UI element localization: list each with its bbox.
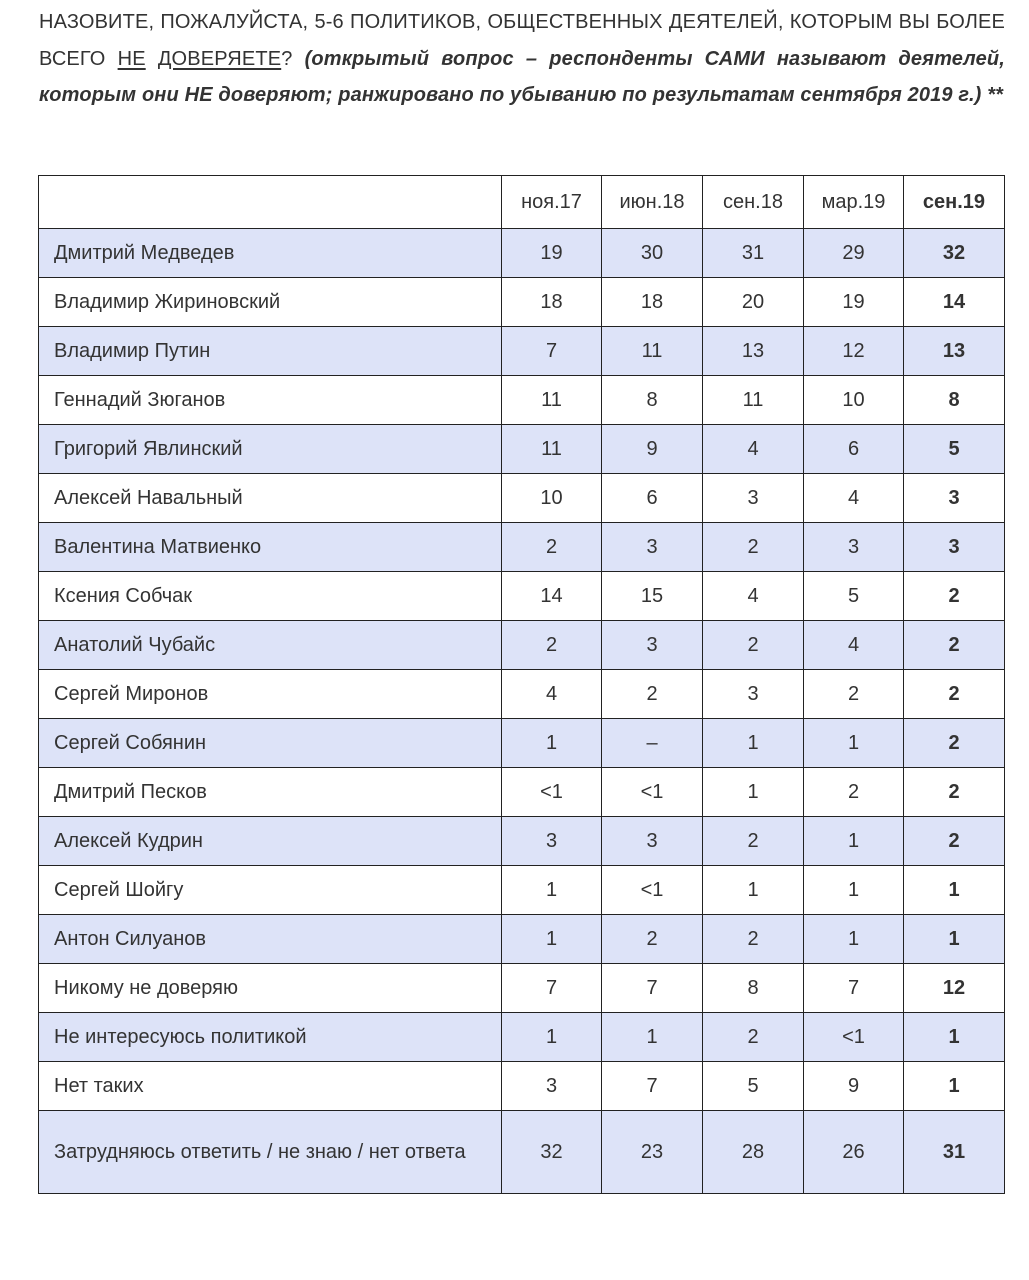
row-name-cell: Антон Силуанов xyxy=(39,915,502,964)
value-cell: 1 xyxy=(804,866,904,915)
row-name-cell: Алексей Навальный xyxy=(39,474,502,523)
value-cell-current: 1 xyxy=(904,915,1005,964)
value-cell-current: 1 xyxy=(904,866,1005,915)
table-row xyxy=(39,523,1005,572)
value-cell: 11 xyxy=(502,376,602,425)
value-cell: – xyxy=(602,719,703,768)
table-row xyxy=(39,1062,1005,1111)
value-cell: <1 xyxy=(804,1013,904,1062)
value-cell: 2 xyxy=(703,523,804,572)
value-cell: 7 xyxy=(602,1062,703,1111)
row-name-cell: Владимир Жириновский xyxy=(39,278,502,327)
value-cell: 1 xyxy=(804,719,904,768)
question-not-word: НЕ xyxy=(117,47,146,70)
value-cell: 1 xyxy=(703,866,804,915)
distrust-ranking-table xyxy=(38,175,1005,1194)
value-cell: 4 xyxy=(703,572,804,621)
value-cell: 1 xyxy=(602,1013,703,1062)
header-period: июн.18 xyxy=(602,176,703,229)
row-name-cell: Алексей Кудрин xyxy=(39,817,502,866)
value-cell: 1 xyxy=(703,768,804,817)
value-cell: 1 xyxy=(703,719,804,768)
value-cell: 30 xyxy=(602,229,703,278)
value-cell: 3 xyxy=(703,474,804,523)
value-cell: 8 xyxy=(602,376,703,425)
value-cell: 4 xyxy=(804,474,904,523)
table-row xyxy=(39,866,1005,915)
value-cell: 2 xyxy=(502,621,602,670)
value-cell: 4 xyxy=(703,425,804,474)
value-cell: 11 xyxy=(602,327,703,376)
value-cell: 31 xyxy=(703,229,804,278)
value-cell: 2 xyxy=(804,768,904,817)
value-cell: 7 xyxy=(804,964,904,1013)
value-cell: 2 xyxy=(602,915,703,964)
value-cell: 29 xyxy=(804,229,904,278)
row-name-cell: Сергей Миронов xyxy=(39,670,502,719)
value-cell: 28 xyxy=(703,1111,804,1194)
value-cell-current: 2 xyxy=(904,621,1005,670)
value-cell: 10 xyxy=(804,376,904,425)
header-period-current: сен.19 xyxy=(904,176,1005,229)
value-cell: 2 xyxy=(502,523,602,572)
value-cell-current: 2 xyxy=(904,572,1005,621)
value-cell: 3 xyxy=(602,817,703,866)
value-cell: 5 xyxy=(703,1062,804,1111)
value-cell-current: 1 xyxy=(904,1013,1005,1062)
value-cell-current: 8 xyxy=(904,376,1005,425)
value-cell: 2 xyxy=(703,1013,804,1062)
row-name-cell: Валентина Матвиенко xyxy=(39,523,502,572)
value-cell: 20 xyxy=(703,278,804,327)
value-cell: 32 xyxy=(502,1111,602,1194)
row-name-cell: Григорий Явлинский xyxy=(39,425,502,474)
value-cell: 6 xyxy=(804,425,904,474)
value-cell: 2 xyxy=(703,915,804,964)
row-name-cell: Дмитрий Песков xyxy=(39,768,502,817)
value-cell: <1 xyxy=(502,768,602,817)
value-cell: 23 xyxy=(602,1111,703,1194)
value-cell: 13 xyxy=(703,327,804,376)
value-cell: 7 xyxy=(502,327,602,376)
table-row xyxy=(39,915,1005,964)
value-cell-current: 12 xyxy=(904,964,1005,1013)
row-name-cell: Геннадий Зюганов xyxy=(39,376,502,425)
row-name-cell: Дмитрий Медведев xyxy=(39,229,502,278)
table-row xyxy=(39,964,1005,1013)
header-period: ноя.17 xyxy=(502,176,602,229)
value-cell: 3 xyxy=(804,523,904,572)
value-cell: <1 xyxy=(602,768,703,817)
value-cell: 3 xyxy=(602,523,703,572)
value-cell: 18 xyxy=(502,278,602,327)
table-row xyxy=(39,327,1005,376)
value-cell: 1 xyxy=(804,915,904,964)
table-row xyxy=(39,572,1005,621)
value-cell: 1 xyxy=(502,915,602,964)
value-cell: 2 xyxy=(703,817,804,866)
value-cell: 26 xyxy=(804,1111,904,1194)
value-cell: 4 xyxy=(804,621,904,670)
value-cell: 18 xyxy=(602,278,703,327)
table-row xyxy=(39,474,1005,523)
table-row xyxy=(39,376,1005,425)
value-cell-current: 1 xyxy=(904,1062,1005,1111)
value-cell: 12 xyxy=(804,327,904,376)
row-name-cell: Сергей Шойгу xyxy=(39,866,502,915)
table-row xyxy=(39,817,1005,866)
value-cell: 1 xyxy=(804,817,904,866)
question-mark: ? xyxy=(281,47,293,70)
value-cell: 8 xyxy=(703,964,804,1013)
value-cell-current: 2 xyxy=(904,768,1005,817)
value-cell: 1 xyxy=(502,866,602,915)
value-cell-current: 2 xyxy=(904,719,1005,768)
value-cell: 11 xyxy=(703,376,804,425)
value-cell: 19 xyxy=(804,278,904,327)
value-cell: 19 xyxy=(502,229,602,278)
table-row xyxy=(39,278,1005,327)
row-name-cell: Владимир Путин xyxy=(39,327,502,376)
table-row xyxy=(39,670,1005,719)
table-row xyxy=(39,229,1005,278)
value-cell: 5 xyxy=(804,572,904,621)
value-cell-current: 3 xyxy=(904,523,1005,572)
table-row xyxy=(39,425,1005,474)
value-cell: 1 xyxy=(502,719,602,768)
question-note: (открытый вопрос – респонденты САМИ называют деятелей, которым они НЕ доверяют; ранжировано по убыванию по результатам сентября 2019 г.) ** xyxy=(39,47,1005,106)
value-cell: 2 xyxy=(602,670,703,719)
value-cell: 7 xyxy=(502,964,602,1013)
row-name-cell: Никому не доверяю xyxy=(39,964,502,1013)
header-name-column xyxy=(39,176,502,229)
value-cell-current: 2 xyxy=(904,817,1005,866)
header-period: мар.19 xyxy=(804,176,904,229)
value-cell-current: 2 xyxy=(904,670,1005,719)
value-cell: 3 xyxy=(502,1062,602,1111)
value-cell: 14 xyxy=(502,572,602,621)
value-cell: 3 xyxy=(602,621,703,670)
table-row xyxy=(39,1111,1005,1194)
table-row xyxy=(39,719,1005,768)
value-cell: 11 xyxy=(502,425,602,474)
row-name-cell: Затрудняюсь ответить / не знаю / нет ответа xyxy=(39,1111,502,1194)
row-name-cell: Анатолий Чубайс xyxy=(39,621,502,670)
value-cell: 9 xyxy=(602,425,703,474)
row-name-cell: Сергей Собянин xyxy=(39,719,502,768)
table-row xyxy=(39,621,1005,670)
value-cell: <1 xyxy=(602,866,703,915)
value-cell: 2 xyxy=(804,670,904,719)
value-cell-current: 31 xyxy=(904,1111,1005,1194)
row-name-cell: Нет таких xyxy=(39,1062,502,1111)
value-cell: 9 xyxy=(804,1062,904,1111)
table-row xyxy=(39,768,1005,817)
value-cell: 15 xyxy=(602,572,703,621)
value-cell: 1 xyxy=(502,1013,602,1062)
value-cell-current: 32 xyxy=(904,229,1005,278)
value-cell-current: 13 xyxy=(904,327,1005,376)
value-cell: 3 xyxy=(703,670,804,719)
value-cell-current: 5 xyxy=(904,425,1005,474)
value-cell: 6 xyxy=(602,474,703,523)
question-lead: НАЗОВИТЕ, ПОЖАЛУЙСТА, 5-6 ПОЛИТИКОВ, ОБЩЕСТВЕННЫХ ДЕЯТЕЛЕЙ, КОТОРЫМ ВЫ БОЛЕЕ ВСЕГО xyxy=(39,11,1005,70)
table-header-row xyxy=(39,176,1005,229)
value-cell: 10 xyxy=(502,474,602,523)
value-cell: 7 xyxy=(602,964,703,1013)
value-cell-current: 3 xyxy=(904,474,1005,523)
question-trust-word: ДОВЕРЯЕТЕ xyxy=(157,47,282,70)
value-cell: 3 xyxy=(502,817,602,866)
table-row xyxy=(39,1013,1005,1062)
row-name-cell: Ксения Собчак xyxy=(39,572,502,621)
question-heading xyxy=(39,4,1005,114)
header-period: сен.18 xyxy=(703,176,804,229)
row-name-cell: Не интересуюсь политикой xyxy=(39,1013,502,1062)
value-cell: 2 xyxy=(703,621,804,670)
value-cell-current: 14 xyxy=(904,278,1005,327)
value-cell: 4 xyxy=(502,670,602,719)
